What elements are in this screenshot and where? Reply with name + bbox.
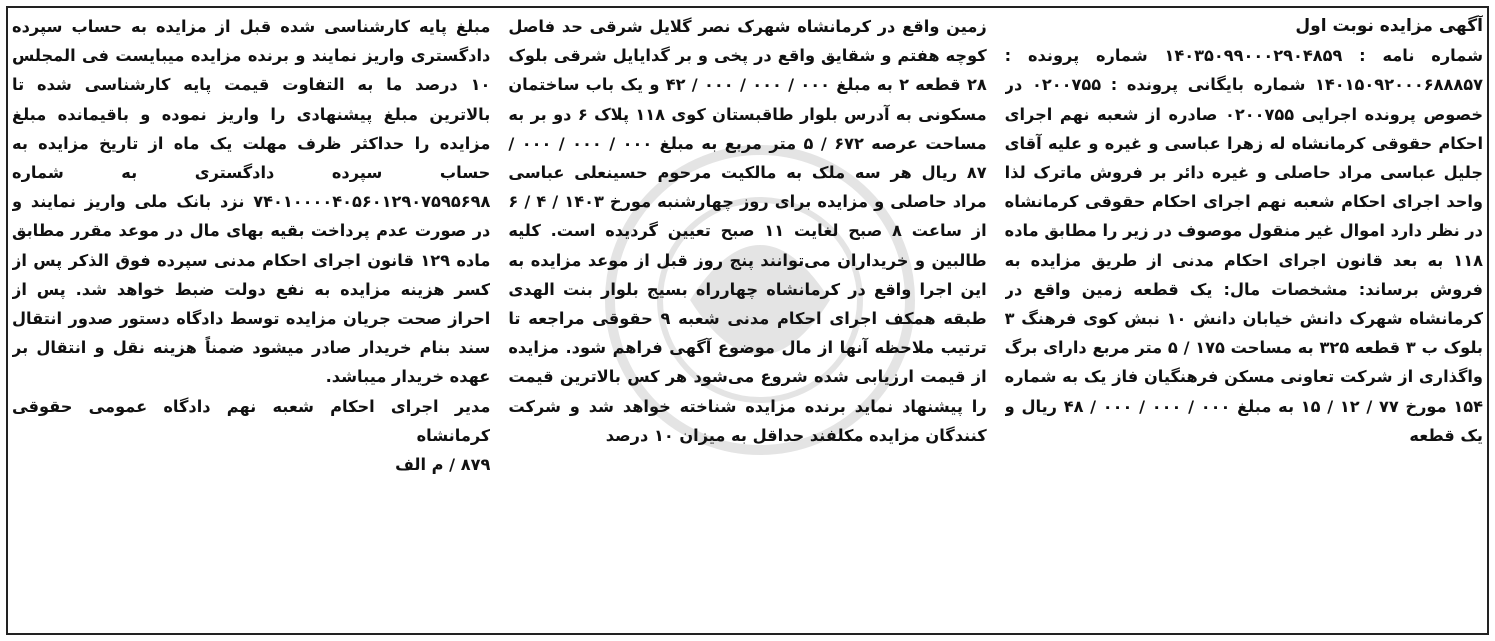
column-3 [12,12,490,629]
column-1 [1005,12,1483,629]
column-2 [508,12,986,629]
notice-body-part-3: مبلغ پایه کارشناسی شده قبل از مزایده به حساب سپرده دادگستری واریز نمایند و برنده مزایده میبایست فی المجلس ۱۰ درصد ما به التفاوت قیمت پایه کارشناسی شده تا بالاترین مبلغ پیشنهادی را واریز نموده و باقیمانده مبلغ مزایده را حداکثر ظرف مهلت یک ماه از تاریخ مزایده به حساب سپرده دادگستری به شماره ۷۴۰۱۰۰۰۰۴۰۵۶۰۱۲۹۰۷۵۹۵۶۹۸ نزد بانک ملی واریز نمایند و در صورت عدم پرداخت بقیه بهای مال در موعد مقرر مطابق ماده ۱۲۹ قانون اجرای احکام مدنی سپرده فوق الذکر پس از کسر هزینه مزایده به نفع دولت ضبط خواهد شد. پس از احراز صحت جریان مزایده توسط دادگاه دستور صدور انتقال سند بنام خریدار صادر میشود ضمناً هزینه نقل و انتقال بر عهده خریدار میباشد. [12,17,491,387]
notice-columns [12,12,1483,629]
notice-body-part-1: شماره نامه : ۱۴۰۳۵۰۹۹۰۰۰۲۹۰۴۸۵۹ شماره پرونده : ۱۴۰۱۵۰۹۲۰۰۰۶۸۸۸۵۷ شماره بایگانی پرونده : ۰۲۰۰۷۵۵ در خصوص پرونده اجرایی ۰۲۰۰۷۵۵ صادره از شعبه نهم اجرای احکام حقوقی کرمانشاه له زهرا عباسی و غیره و علیه آقای جلیل عباسی مراد حاصلی و غیره دائر بر فروش ماترک لذا واحد اجرای احکام شعبه نهم اجرای احکام حقوقی کرمانشاه در نظر دارد اموال غیر منقول موصوف در زیر را مطابق ماده ۱۱۸ به بعد قانون اجرای احکام مدنی از طریق مزایده به فروش برساند: مشخصات مال: یک قطعه زمین واقع در کرمانشاه شهرک دانش خیابان دانش ۱۰ نبش کوی فرهنگ ۳ بلوک ب ۳ قطعه ۳۲۵ به مساحت ۱۷۵ / ۵ متر مربع دارای برگ واگذاری از شرکت تعاونی مسکن فرهنگیان فاز یک به شماره ۱۵۴ مورخ ۷۷ / ۱۲ / ۱۵ به مبلغ ۰۰۰ / ۰۰۰ / ۰۰۰ / ۴۸ ریال و یک قطعه [1004,46,1483,445]
notice-title: آگهی مزایده نوبت اول [1295,16,1483,36]
signature: مدیر اجرای احکام شعبه نهم دادگاه عمومی حقوقی کرمانشاه [12,396,491,445]
notice-body-part-2: زمین واقع در کرمانشاه شهرک نصر گلایل شرقی حد فاصل کوچه هفتم و شقایق واقع در پخی و بر گدایایل شرقی بلوک ۲۸ قطعه ۲ به مبلغ ۰۰۰ / ۰۰۰ / ۰۰۰ / ۴۲ و یک باب ساختمان مسکونی به آدرس بلوار طاقبستان کوی ۱۱۸ پلاک ۶ دو بر به مساحت عرصه ۶۷۲ / ۵ متر مربع به مبلغ ۰۰۰ / ۰۰۰ / ۰۰۰ / ۸۷ ریال هر سه ملک به مالکیت مرحوم حسینعلی عباسی مراد حاصلی و مزایده برای روز چهارشنبه مورخ ۱۴۰۳ / ۴ / ۶ از ساعت ۸ صبح لغایت ۱۱ صبح تعیین گردیده است. کلیه طالبین و خریداران می‌توانند پنج روز قبل از موعد مزایده به این اجرا واقع در کرمانشاه چهارراه بسیج بلوار بنت الهدی طبقه همکف اجرای احکام مدنی شعبه ۹ حقوقی مراجعه تا ترتیب ملاحظه آنها از مال موضوع آگهی فراهم شود. مزایده از قیمت ارزیابی شده شروع می‌شود هر کس بالاترین قیمت را پیشنهاد نماید برنده مزایده شناخته خواهد شد و شرکت کنندگان مزایده مکلفند حداقل به میزان ۱۰ درصد [508,17,987,445]
reference-number: ۸۷۹ / م الف [395,455,491,475]
